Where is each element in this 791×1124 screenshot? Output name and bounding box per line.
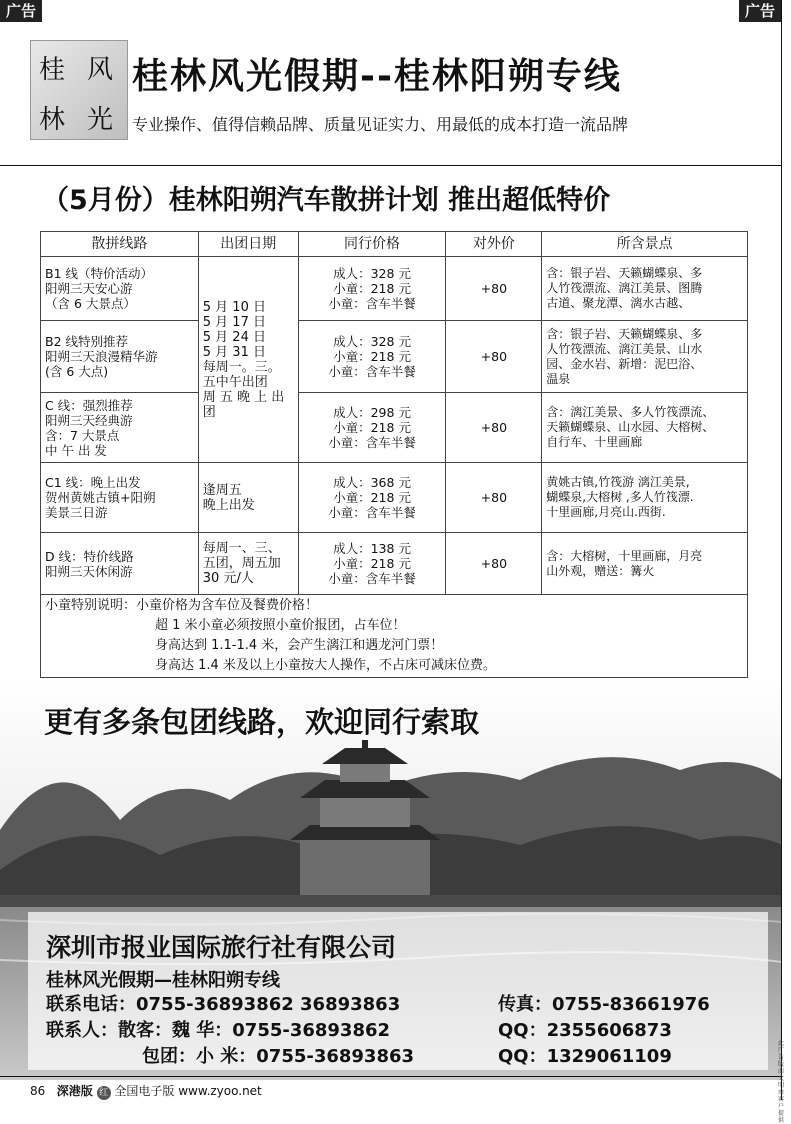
company-line: 桂林风光假期—桂林阳朔专线 [46, 970, 280, 991]
contact-qq-1: QQ：2355606873 [498, 1020, 672, 1041]
page-footer [30, 1082, 262, 1100]
headline: （5月份）桂林阳朔汽车散拼计划 推出超低特价 [42, 185, 611, 216]
price-cell: 成人：298 元 小童：218 元 小童：含车半餐 [298, 393, 446, 463]
spots-cell: 含：银子岩、天籁蝴蝶泉、多 人竹筏漂流、漓江美景、山水 园、金水岩、新增：泥巴浴、 温泉 [542, 321, 748, 393]
route-cell: B1 线（特价活动） 阳朔三天安心游 （含 6 大景点） [41, 257, 199, 321]
route-cell: B2 线特别推荐 阳朔三天浪漫精华游 (含 6 大点) [41, 321, 199, 393]
promo-text: 更有多条包团线路，欢迎同行索取 [44, 705, 480, 739]
external-price-cell: +80 [446, 533, 542, 595]
table-row [41, 533, 748, 595]
route-cell: C 线：强烈推荐 阳朔三天经典游 含：7 大景点 中 午 出 发 [41, 393, 199, 463]
logo-char: 桂 [39, 55, 66, 85]
child-note [41, 595, 748, 678]
header-cell: 散拼线路 [41, 232, 199, 257]
ad-tag-right: 广告 [739, 0, 781, 22]
header-cell: 对外价 [446, 232, 542, 257]
brand-logo [30, 40, 128, 140]
header-cell: 所含景点 [542, 232, 748, 257]
frame-bottom [0, 1076, 782, 1077]
table-row [41, 321, 748, 393]
contact-person-1: 联系人：散客：魏 华：0755-36893862 [46, 1020, 391, 1041]
logo-char: 林 [39, 105, 66, 135]
frame-right [781, 0, 782, 1100]
header-cell: 出团日期 [198, 232, 298, 257]
brand-slogan: 专业操作、值得信赖品牌、质量见证实力、用最低的成本打造一流品牌 [132, 115, 629, 134]
divider [0, 165, 782, 166]
date-cell: 5 月 10 日 5 月 17 日 5 月 24 日 5 月 31 日 每周一。三。 五中午出团 周 五 晚 上 出 团 [198, 257, 298, 463]
external-price-cell: +80 [446, 393, 542, 463]
edition-badge: 红 [97, 1086, 111, 1100]
price-cell: 成人：368 元 小童：218 元 小童：含车半餐 [298, 463, 446, 533]
contact-fax: 传真：0755-83661976 [498, 994, 710, 1015]
external-price-cell: +80 [446, 257, 542, 321]
table-row [41, 393, 748, 463]
table-row [41, 257, 748, 321]
contact-person-2: 包团：小 米：0755-36893863 [142, 1046, 415, 1067]
side-disclaimer: 此广告版面文明由客户提供 [778, 1040, 785, 1124]
site-url: 全国电子版 www.zyoo.net [114, 1084, 262, 1098]
note-line: 小童特别说明：小童价格为含车位及餐费价格！ [45, 598, 319, 613]
price-cell: 成人：328 元 小童：218 元 小童：含车半餐 [298, 257, 446, 321]
edition-label: 深港版 [56, 1084, 93, 1098]
note-line: 超 1 米小童必须按照小童价报团，占车位！ [155, 618, 406, 633]
child-note-row [41, 595, 748, 678]
date-cell: 每周一、三、 五团，周五加 30 元/人 [198, 533, 298, 595]
table-row [41, 463, 748, 533]
brand-title: 桂林风光假期--桂林阳朔专线 [132, 56, 622, 97]
note-line: 身高达到 1.1-1.4 米，会产生漓江和遇龙河门票！ [155, 638, 444, 653]
spots-cell: 含：漓江美景、多人竹筏漂流、 天籁蝴蝶泉、山水园、大榕树、 自行车、十里画廊 [542, 393, 748, 463]
note-line: 身高达 1.4 米及以上小童按大人操作，不占床可减床位费。 [155, 658, 496, 673]
header-cell: 同行价格 [298, 232, 446, 257]
external-price-cell: +80 [446, 463, 542, 533]
route-cell: D 线：特价线路 阳朔三天休闲游 [41, 533, 199, 595]
route-cell: C1 线：晚上出发 贺州黄姚古镇+阳朔 美景三日游 [41, 463, 199, 533]
contact-qq-2: QQ：1329061109 [498, 1046, 672, 1067]
external-price-cell: +80 [446, 321, 542, 393]
routes-table [40, 231, 748, 678]
spots-cell: 含：大榕树，十里画廊，月亮 山外观，赠送：篝火 [542, 533, 748, 595]
page-number: 86 [30, 1084, 46, 1098]
spots-cell: 黄姚古镇,竹筏游 漓江美景, 蝴蝶泉,大榕树 ,多人竹筏漂. 十里画廊,月亮山.西街. [542, 463, 748, 533]
date-cell: 逢周五 晚上出发 [198, 463, 298, 533]
table-header-row [41, 232, 748, 257]
spots-cell: 含：银子岩、天籁蝴蝶泉、多 人竹筏漂流、漓江美景、图腾 古道、聚龙潭、漓水古越、 [542, 257, 748, 321]
price-cell: 成人：328 元 小童：218 元 小童：含车半餐 [298, 321, 446, 393]
logo-char: 风 [87, 55, 114, 85]
company-name: 深圳市报业国际旅行社有限公司 [46, 933, 397, 962]
logo-char: 光 [87, 105, 114, 135]
price-cell: 成人：138 元 小童：218 元 小童：含车半餐 [298, 533, 446, 595]
ad-tag-left: 广告 [0, 0, 42, 22]
contact-phone: 联系电话：0755-36893862 36893863 [46, 994, 401, 1015]
